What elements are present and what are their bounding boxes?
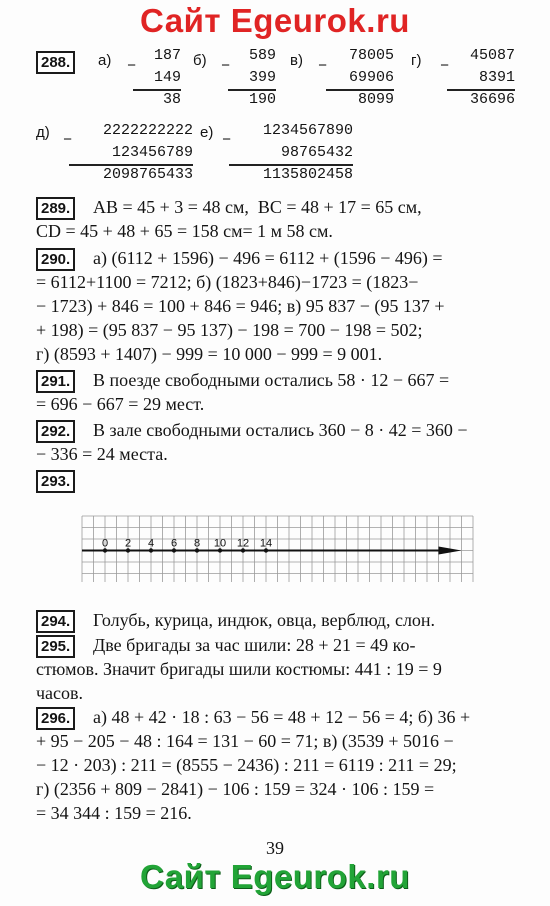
- solution-line: = 696 − 667 = 29 мест.: [36, 394, 205, 414]
- subtraction-d: 2222222222 123456789 2098765433: [102, 122, 193, 183]
- minus-sign: −: [222, 132, 232, 149]
- subtraction-g: 45087 8391 36696: [469, 47, 515, 108]
- tick-label: 12: [236, 537, 250, 550]
- page-number: 39: [266, 838, 284, 858]
- solution-line: Две бригады за час шили: 28 + 21 = 49 ко-: [93, 635, 416, 655]
- solution-line: г) (2356 + 809 − 2841) − 106 : 159 = 324 · 106 : 159 =: [36, 779, 435, 799]
- minus-sign: −: [63, 132, 73, 149]
- tick-label: 0: [101, 537, 109, 550]
- label-d: д): [36, 124, 50, 141]
- solution-line: − 12 · 203) : 211 = (8555 − 2436) : 211 = 6119 : 211 = 29;: [36, 755, 457, 775]
- tick-label: 8: [193, 537, 201, 550]
- solution-line: В поезде свободными остались 58 · 12 − 667 =: [93, 370, 450, 390]
- problem-number-295: 295.: [36, 635, 75, 658]
- result-line: [133, 89, 181, 91]
- tick-label: 14: [259, 537, 273, 550]
- solution-line: = 34 344 : 159 = 216.: [36, 803, 192, 823]
- solution-line: = 6112+1100 = 7212; б) (1823+846)−1723 = (1823−: [36, 272, 419, 292]
- solution-line: а) 48 + 42 · 18 : 63 − 56 = 48 + 12 − 56 = 4; б) 36 +: [93, 707, 471, 727]
- solution-line: CD = 45 + 48 + 65 = 158 см= 1 м 58 см.: [36, 221, 333, 241]
- solution-line: стюмов. Значит бригады шили костюмы: 441 : 19 = 9: [36, 659, 442, 679]
- problem-number-294: 294.: [36, 610, 75, 633]
- number-line-grid: [76, 512, 476, 582]
- subtraction-e: 1234567890 98765432 1135802458: [262, 122, 353, 183]
- solution-line: + 95 − 205 − 48 : 164 = 131 − 60 = 71; в) (3539 + 5016 −: [36, 731, 454, 751]
- result-line: [326, 89, 394, 91]
- label-a: а): [98, 52, 112, 69]
- solution-line: − 336 = 24 места.: [36, 444, 168, 464]
- tick-label: 6: [170, 537, 178, 550]
- solution-line: Голубь, курица, индюк, овца, верблюд, слон.: [93, 610, 436, 630]
- problem-number-290: 290.: [36, 248, 75, 271]
- result-line: [228, 89, 276, 91]
- solution-line: + 198) = (95 837 − 95 137) − 198 = 700 − 198 = 502;: [36, 320, 423, 340]
- minus-sign: −: [318, 58, 328, 75]
- problem-number-292: 292.: [36, 420, 75, 443]
- subtraction-a: 187 149 38: [153, 47, 181, 108]
- problem-number-291: 291.: [36, 370, 75, 393]
- minus-sign: −: [440, 58, 450, 75]
- minus-sign: −: [221, 58, 231, 75]
- solution-line: г) (8593 + 1407) − 999 = 10 000 − 999 = 9 001.: [36, 344, 383, 364]
- label-b: б): [193, 52, 207, 69]
- site-watermark-bottom: Сайт Egeurok.ru: [140, 858, 410, 895]
- label-g: г): [411, 52, 422, 69]
- solution-line: В зале свободными остались 360 − 8 · 42 = 360 −: [93, 420, 468, 440]
- problem-number-289: 289.: [36, 197, 75, 220]
- result-line: [229, 164, 353, 166]
- result-line: [447, 89, 515, 91]
- result-line: [69, 164, 193, 166]
- solution-line: − 1723) + 846 = 100 + 846 = 946; в) 95 837 − (95 137 +: [36, 296, 445, 316]
- label-e: е): [200, 124, 214, 141]
- site-watermark-top: Сайт Egeurok.ru: [140, 2, 410, 39]
- minus-sign: −: [127, 58, 137, 75]
- tick-label: 2: [124, 537, 132, 550]
- solution-line: часов.: [36, 683, 84, 703]
- tick-label: 10: [213, 537, 227, 550]
- subtraction-b: 589 399 190: [248, 47, 276, 108]
- solution-line: AB = 45 + 3 = 48 см, BC = 48 + 17 = 65 см,: [93, 197, 422, 217]
- problem-number-293: 293.: [36, 470, 75, 493]
- tick-label: 4: [147, 537, 155, 550]
- label-v: в): [290, 52, 303, 69]
- problem-number-288: 288.: [36, 51, 75, 74]
- solution-line: а) (6112 + 1596) − 496 = 6112 + (1596 − 496) =: [93, 248, 443, 268]
- subtraction-v: 78005 69906 8099: [348, 47, 394, 108]
- problem-number-296: 296.: [36, 707, 75, 730]
